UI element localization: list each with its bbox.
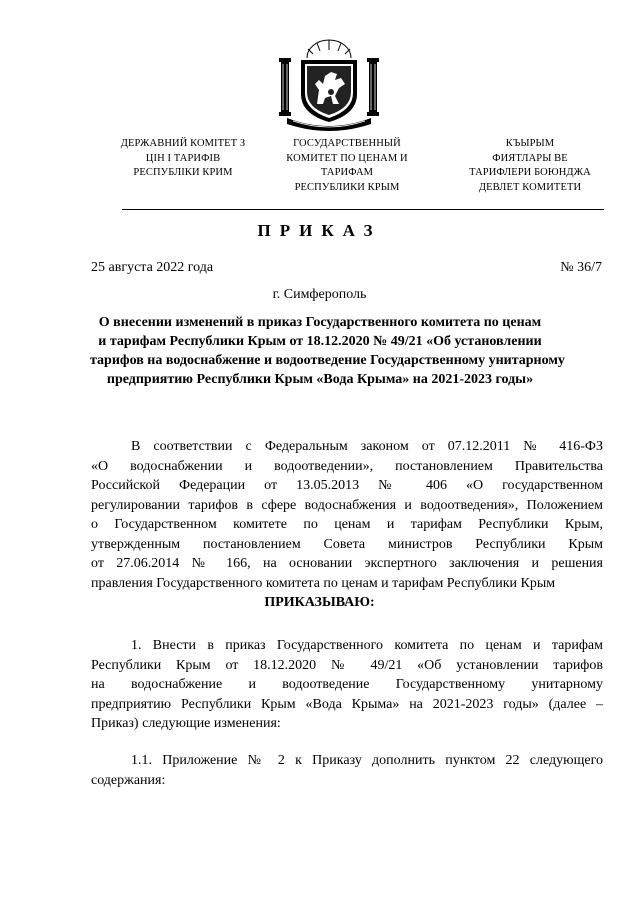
item-1-line: Республики Крым от 18.12.2020 № 49/21 «Об установлении тарифов <box>91 657 603 673</box>
crimea-coat-of-arms-icon <box>273 38 385 133</box>
header-right-line: КЪЫРЫМ <box>505 138 555 149</box>
header-left-line: ЦІН І ТАРИФІВ <box>145 152 221 164</box>
header-left-line: РЕСПУБЛІКИ КРИМ <box>133 167 233 178</box>
item-1-1-paragraph <box>91 751 603 790</box>
preamble-line: правления Государственного комитета по ценам и тарифам Республики Крым <box>91 575 556 591</box>
preamble-line: утвержденным постановлением Совета министров Республики Крым <box>91 536 603 552</box>
document-title: ПРИКАЗ <box>257 221 382 240</box>
header-mid-line: ТАРИФАМ <box>320 167 374 178</box>
document-date: 25 августа 2022 года <box>91 260 214 275</box>
item-1-line: Приказ) следующие изменения: <box>91 716 281 731</box>
preamble-line: В соответствии с Федеральным законом от 07.12.2011 № 416-ФЗ <box>131 439 603 454</box>
preamble-line: от 27.06.2014 № 166, на основании экспертного заключения и решения <box>91 556 603 571</box>
item-1-1-line: 1.1. Приложение № 2 к Приказу дополнить пунктом 22 следующего <box>131 753 603 768</box>
document-city: г. Симферополь <box>272 287 367 302</box>
item-1-paragraph <box>91 636 603 734</box>
preamble-line: о Государственном комитете по ценам и тарифам Республики Крым, <box>91 517 603 532</box>
header-right-line: ДЕВЛЕТ КОМИТЕТИ <box>478 181 582 193</box>
subject-line: тарифов на водоснабжение и водоотведение Государственному унитарному <box>90 353 565 368</box>
order-heading: ПРИКАЗЫВАЮ: <box>264 595 375 610</box>
preamble-line: Российской Федерации от 13.05.2013 № 406 «О государственном <box>91 478 603 493</box>
header-mid-line: РЕСПУБЛИКИ КРЫМ <box>294 181 400 193</box>
item-1-line: 1. Внести в приказ Государственного комитета по ценам и тарифам <box>131 638 603 653</box>
preamble-line: «О водоснабжении и водоотведении», постановлением Правительства <box>91 458 603 474</box>
item-1-1-line: содержания: <box>91 772 166 788</box>
document-number: № 36/7 <box>560 260 602 275</box>
header-divider <box>122 209 604 210</box>
header-crimean-tatar <box>455 137 605 195</box>
preamble-paragraph <box>91 437 603 593</box>
header-mid-line: ГОСУДАРСТВЕННЫЙ <box>293 138 401 149</box>
preamble-line: регулировании тарифов в сфере водоснабжения и водоотведения», Положением <box>91 497 603 513</box>
header-left-line: ДЕРЖАВНИЙ КОМІТЕТ З <box>120 138 246 149</box>
subject-line: и тарифам Республики Крым от 18.12.2020 № 49/21 «Об установлении <box>98 334 542 349</box>
document-subject <box>90 313 565 389</box>
header-ukrainian <box>98 137 268 181</box>
subject-line: предприятию Республики Крым «Вода Крыма» на 2021-2023 годы» <box>106 372 534 387</box>
item-1-line: на водоснабжение и водоотведение Государственному унитарному <box>91 677 603 692</box>
item-1-line: предприятию Республики Крым «Вода Крыма» на 2021-2023 годы» (далее – <box>91 696 603 712</box>
header-russian <box>262 137 432 195</box>
header-mid-line: КОМИТЕТ ПО ЦЕНАМ И <box>286 152 408 164</box>
header-right-line: ФИЯТЛАРЫ ВЕ <box>492 152 568 164</box>
subject-line: О внесении изменений в приказ Государственного комитета по ценам <box>98 315 542 330</box>
header-right-line: ТАРИФЛЕРИ БОЮНДЖА <box>469 167 591 178</box>
